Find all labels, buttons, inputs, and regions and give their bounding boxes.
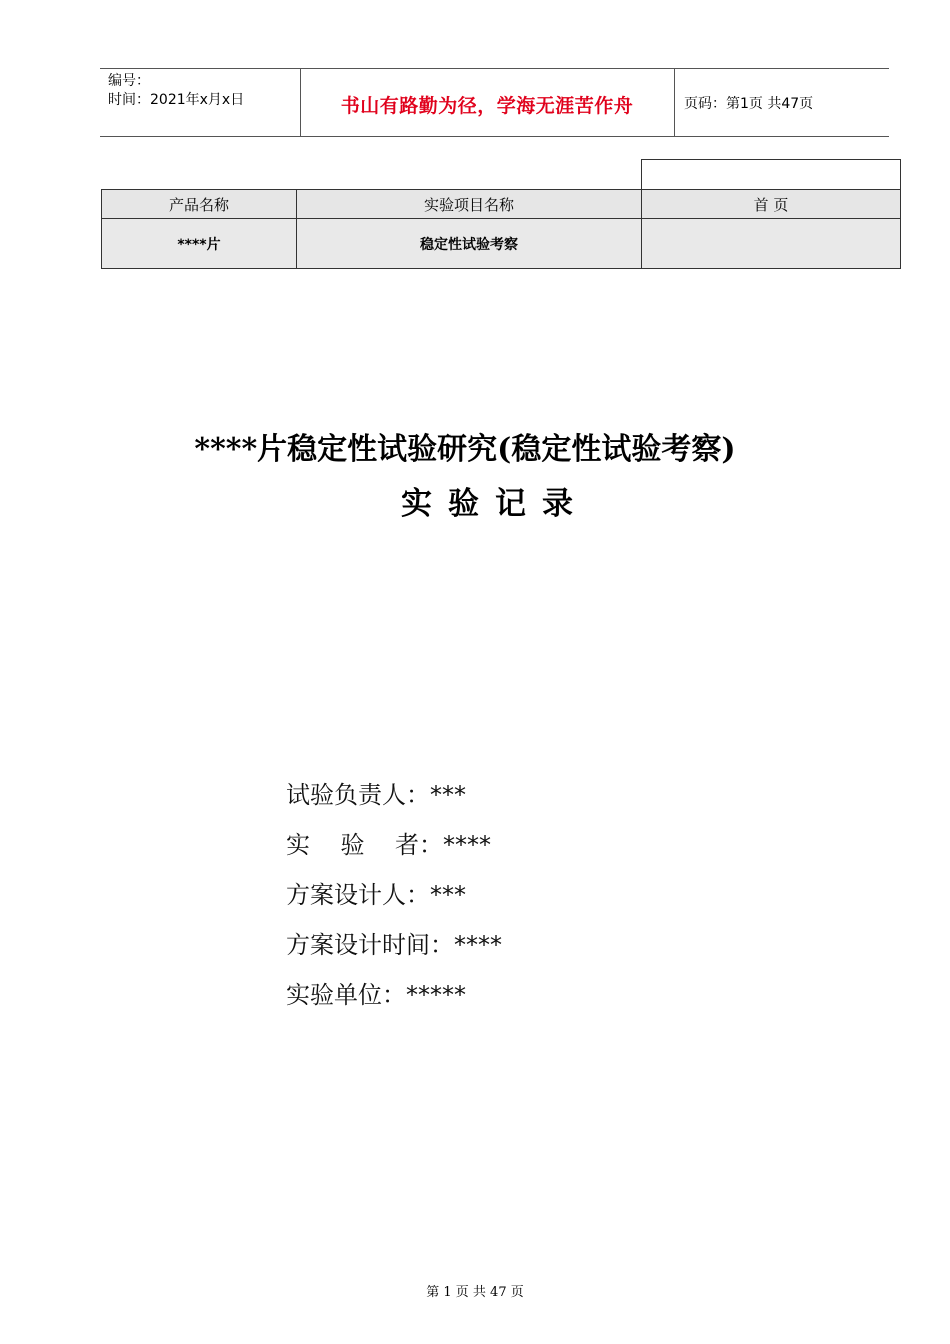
header-project-name: 实验项目名称 <box>297 190 642 219</box>
table-header-row <box>102 190 901 219</box>
info-designer: 方案设计人：*** <box>286 881 466 909</box>
date-label: 时间：2021年x月x日 <box>108 92 245 108</box>
info-design-time: 方案设计时间：**** <box>286 931 502 959</box>
cell-product-name: ****片 <box>102 219 297 269</box>
info-list <box>286 778 502 1028</box>
info-test-lead: 试验负责人：*** <box>286 781 466 809</box>
cell-first-page <box>642 219 901 269</box>
document-title: ****片稳定性试验研究(稳定性试验考察) <box>194 432 736 467</box>
page-footer: 第 1 页 共 47 页 <box>426 1285 524 1300</box>
page-header <box>100 68 889 137</box>
product-table <box>101 189 901 269</box>
number-label: 编号： <box>108 73 150 89</box>
header-first-page: 首 页 <box>642 190 901 219</box>
header-page-info: 页码：第1页 共47页 <box>684 96 814 112</box>
info-unit: 实验单位：***** <box>286 981 466 1009</box>
header-product-name: 产品名称 <box>102 190 297 219</box>
empty-box <box>641 159 901 190</box>
header-motto: 书山有路勤为径，学海无涯苦作舟 <box>340 95 634 117</box>
document-subtitle: 实验记录 <box>401 486 589 522</box>
cell-project-name: 稳定性试验考察 <box>297 219 642 269</box>
header-divider <box>674 69 675 136</box>
table-row <box>102 219 901 269</box>
header-meta <box>108 72 244 110</box>
info-experimenter: 实 验 者：**** <box>286 831 492 859</box>
